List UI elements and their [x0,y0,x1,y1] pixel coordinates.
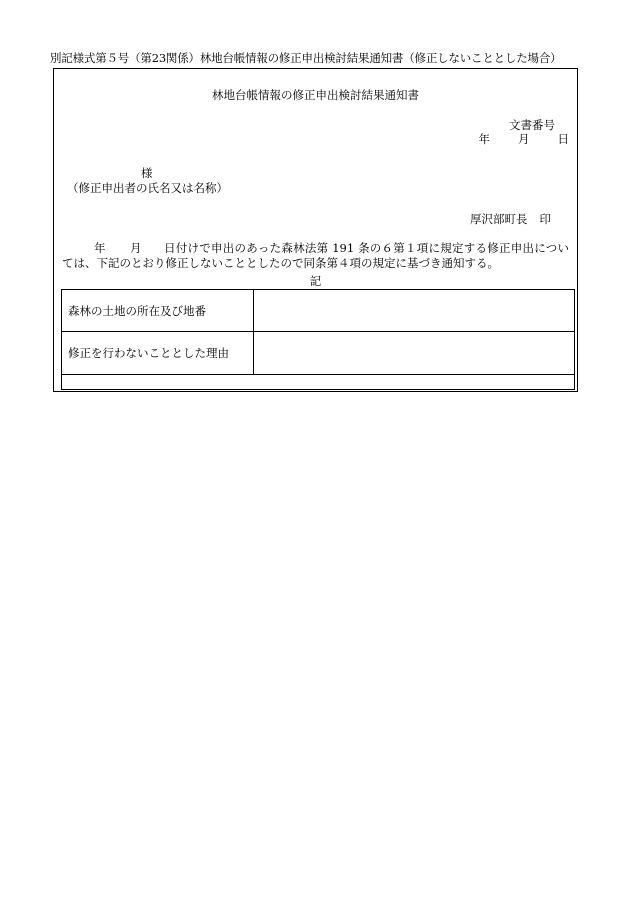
row-label: 森林の土地の所在及び地番 [62,290,254,332]
notice-body [62,241,569,271]
issue-date [475,131,570,147]
ki-heading: 記 [309,274,322,288]
date-day: 日 [557,132,569,146]
document-number-label: 文書番号 [509,118,555,132]
form-caption: 別記様式第５号（第23関係）林地台帳情報の修正申出検討結果通知書（修正しないこととした場合） [50,51,562,65]
row-blank[interactable] [62,375,575,390]
issuer-name: 厚沢部町長 [470,212,528,226]
body-text: 日付けで申出のあった森林法第 191 条の６第１項に規定する修正申出については、下記のとおり修正しないこととしたので同条第４項の規定に基づき通知する。 [62,241,570,270]
table-row [62,375,575,390]
table-row [62,290,575,332]
row-value[interactable] [254,290,575,332]
row-label: 修正を行わないこととした理由 [62,332,254,375]
date-year: 年 [478,132,490,146]
body-month: 月 [129,241,142,255]
recipient-note: （修正申出者の氏名又は名称） [67,181,228,195]
seal-mark: 印 [539,212,551,226]
issuer-line [470,211,551,227]
date-month: 月 [518,132,530,146]
row-value[interactable] [254,332,575,375]
document-title: 林地台帳情報の修正申出検討結果通知書 [212,88,419,102]
body-year: 年 [94,241,106,255]
table-row [62,332,575,375]
record-table [61,289,575,390]
notice-frame [53,68,578,392]
recipient-honorific: 様 [141,166,153,180]
